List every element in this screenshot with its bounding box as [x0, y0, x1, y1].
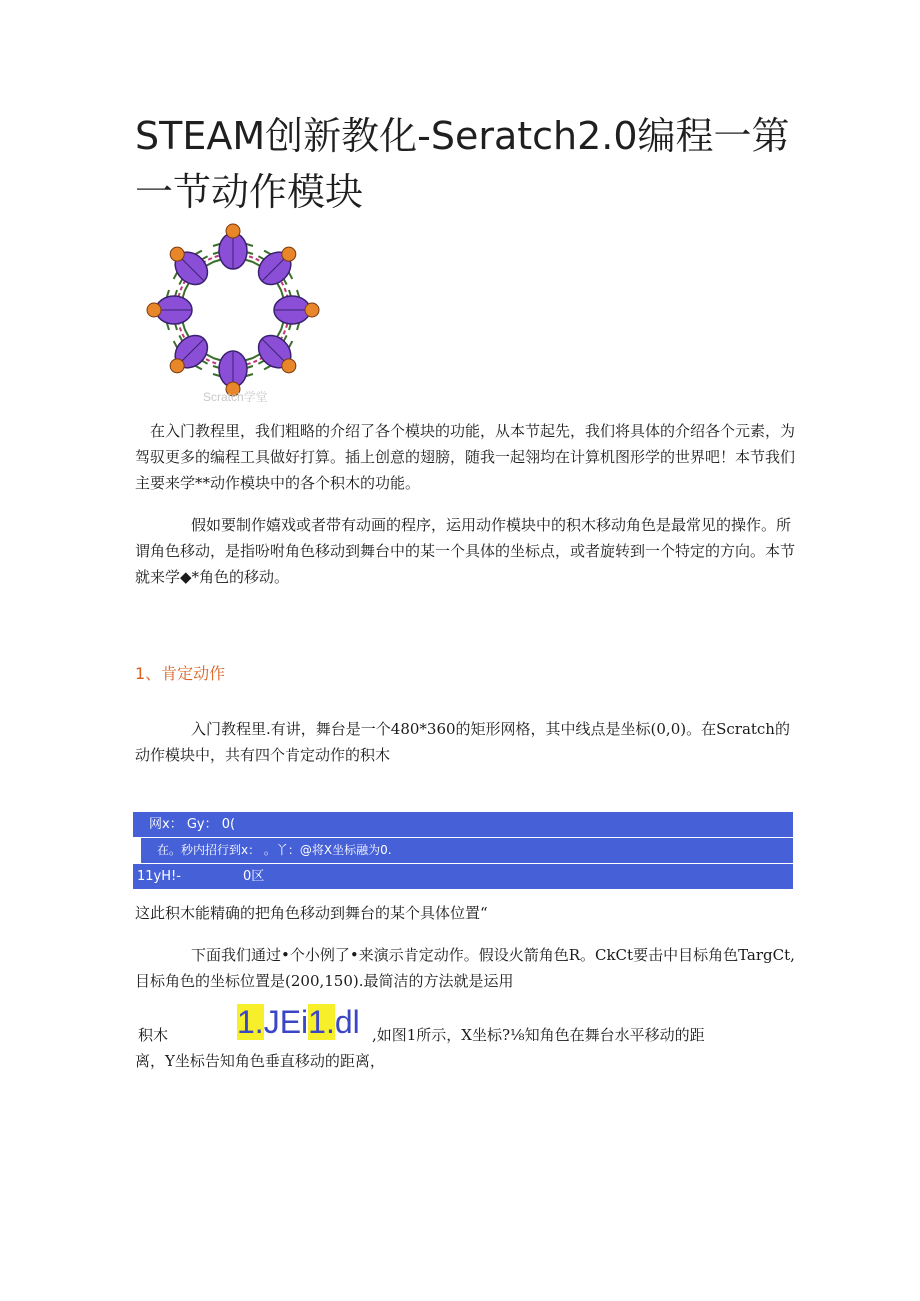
goto-block-highlight: [237, 1003, 360, 1041]
highlight-part-b: JEi: [263, 1004, 309, 1040]
beetle-icon: [213, 224, 253, 269]
highlight-part-a: 1.: [237, 1004, 264, 1040]
stage-paragraph: 入门教程里.有讲，舞台是一个480*360的矩形网格，其中线点是坐标(0,0)。在Scratch的动作模块中，共有四个肯定动作的积木: [135, 720, 790, 764]
section-heading: 1、肯定动作: [135, 664, 226, 683]
set-y-block-right: 0区: [243, 869, 265, 884]
example-paragraph: 下面我们通过•个小例了•来演示肯定动作。假设火箭角色R。CkCt要击中目标角色TargCt,目标角色的坐标位置是(200,150).最简洁的方法就是运用: [135, 946, 795, 990]
highlight-part-c: 1.: [308, 1004, 335, 1040]
set-y-block: [133, 864, 793, 889]
beetle-ring-figure: [133, 218, 333, 413]
beetle-icon: [158, 235, 218, 295]
motion-blocks-image: [133, 812, 793, 888]
movement-paragraph: 假如要制作嬉戏或者带有动画的程序，运用动作模块中的积木移动角色是最常见的操作。所谓角色移动，是指吩咐角色移动到舞台中的某一个具体的坐标点，或者旋转到一个特定的方向。本节就来学◆*角色的移动。: [135, 516, 796, 586]
block-word: 积木: [138, 1026, 169, 1044]
beetle-ring-image: [133, 218, 333, 413]
beetle-icon: [248, 325, 308, 385]
figure-watermark: Scratch学堂: [203, 390, 268, 404]
document-title: STEAM创新教化-Seratch2.0编程一第一节动作模块: [135, 114, 790, 214]
set-y-block-left: 11yH!-: [137, 869, 181, 884]
beetle-icon: [147, 290, 192, 330]
intro-paragraph: 在入门教程里，我们粗略的介绍了各个模块的功能，从本节起先，我们将具体的介绍各个元素，为驾驭更多的编程工具做好打算。插上创意的翅膀，随我一起翎均在计算机图形学的世界吧！本节我们主要来学**动作模块中的各个积木的功能。: [135, 422, 796, 492]
go-to-xy-block: 网x： Gy： 0(: [133, 812, 793, 837]
highlight-part-d: dl: [334, 1004, 360, 1040]
beetle-icon: [274, 290, 319, 330]
figure-reference-text: ,如图1所示，X坐标?⅛知角色在舞台水平移动的距: [372, 1026, 705, 1044]
blocks-caption-paragraph: 这此积木能精确的把角色移动到舞台的某个具体位置“: [135, 904, 488, 922]
glide-to-xy-block: 在。秒内招行到x： 。丫：@将X坐标融为0.: [133, 838, 793, 863]
beetle-icon: [158, 325, 218, 385]
coordinate-explanation-text: 离，Y坐标告知角色垂直移动的距离，: [135, 1052, 385, 1070]
beetle-icon: [248, 235, 308, 295]
